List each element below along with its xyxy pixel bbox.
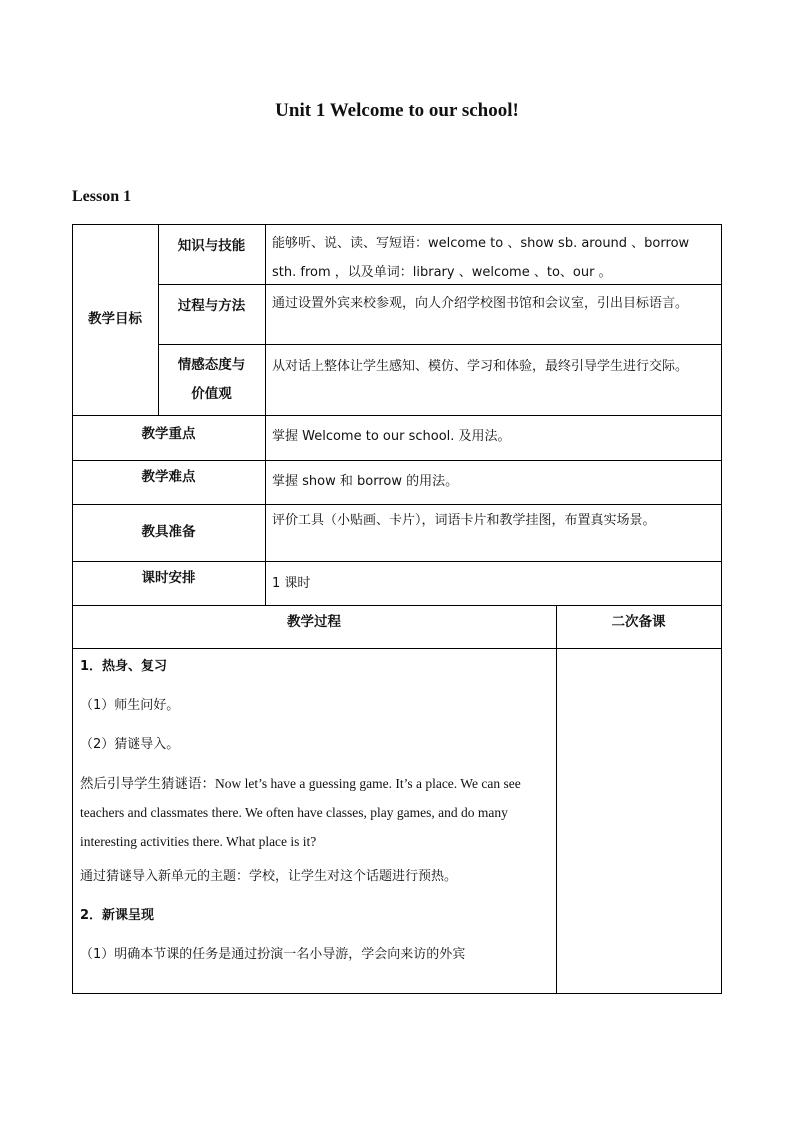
document-title: Unit 1 Welcome to our school! bbox=[275, 100, 519, 121]
second-prep-notes bbox=[556, 648, 721, 993]
lesson-plan-table bbox=[72, 224, 722, 994]
difficult-point-text: 掌握 show 和 borrow 的用法。 bbox=[272, 474, 459, 489]
process-method-text: 通过设置外宾来校参观，向人介绍学校图书馆和会议室，引出目标语言。 bbox=[272, 296, 689, 311]
attitude-values-label-line1: 情感态度与 bbox=[177, 356, 246, 373]
attitude-values-label-line2: 价值观 bbox=[191, 385, 232, 402]
riddle-paragraph: 然后引导学生猜谜语：Now let’s have a guessing game. It’s a place. We can see teachers and classmates there. We often have classes, play games, and do many interesting activities there. What place is it? bbox=[80, 776, 521, 849]
teaching-aids-label: 教具准备 bbox=[141, 524, 196, 540]
table-rule bbox=[72, 993, 722, 994]
teaching-process-header: 教学过程 bbox=[287, 614, 341, 630]
section-warmup-heading: 1．热身、复习 bbox=[80, 659, 168, 674]
second-prep-header: 二次备课 bbox=[611, 614, 666, 630]
process-step: （1）师生问好。 bbox=[80, 698, 180, 713]
attitude-values-text: 从对话上整体让学生感知、模仿、学习和体验，最终引导学生进行交际。 bbox=[272, 359, 689, 374]
process-step: （2）猜谜导入。 bbox=[80, 737, 180, 752]
teaching-aids-text: 评价工具（小贴画、卡片），词语卡片和教学挂图，布置真实场景。 bbox=[272, 513, 656, 528]
lesson-heading: Lesson 1 bbox=[72, 188, 132, 205]
difficult-point-label: 教学难点 bbox=[141, 469, 196, 485]
process-step: （1）明确本节课的任务是通过扮演一名小导游，学会向来访的外宾 bbox=[80, 947, 466, 962]
section-new-lesson-heading: 2．新课呈现 bbox=[80, 908, 155, 923]
process-step: 通过猜谜导入新单元的主题：学校，让学生对这个话题进行预热。 bbox=[80, 869, 458, 884]
knowledge-skills-text: 能够听、说、读、写短语：welcome to 、show sb. around 、borrow sth. from ，以及单词：library 、welcome 、to、our 。 bbox=[272, 236, 690, 280]
table-rule bbox=[721, 224, 722, 994]
knowledge-skills-label: 知识与技能 bbox=[177, 238, 246, 254]
objectives-label: 教学目标 bbox=[88, 311, 142, 327]
process-method-label: 过程与方法 bbox=[177, 298, 246, 314]
attitude-values-label bbox=[158, 344, 265, 415]
teaching-process-content bbox=[72, 648, 556, 993]
class-hours-text: 1 课时 bbox=[272, 576, 311, 591]
key-point-text: 掌握 Welcome to our school. 及用法。 bbox=[272, 429, 511, 444]
key-point-label: 教学重点 bbox=[141, 426, 196, 442]
class-hours-label: 课时安排 bbox=[141, 570, 196, 586]
